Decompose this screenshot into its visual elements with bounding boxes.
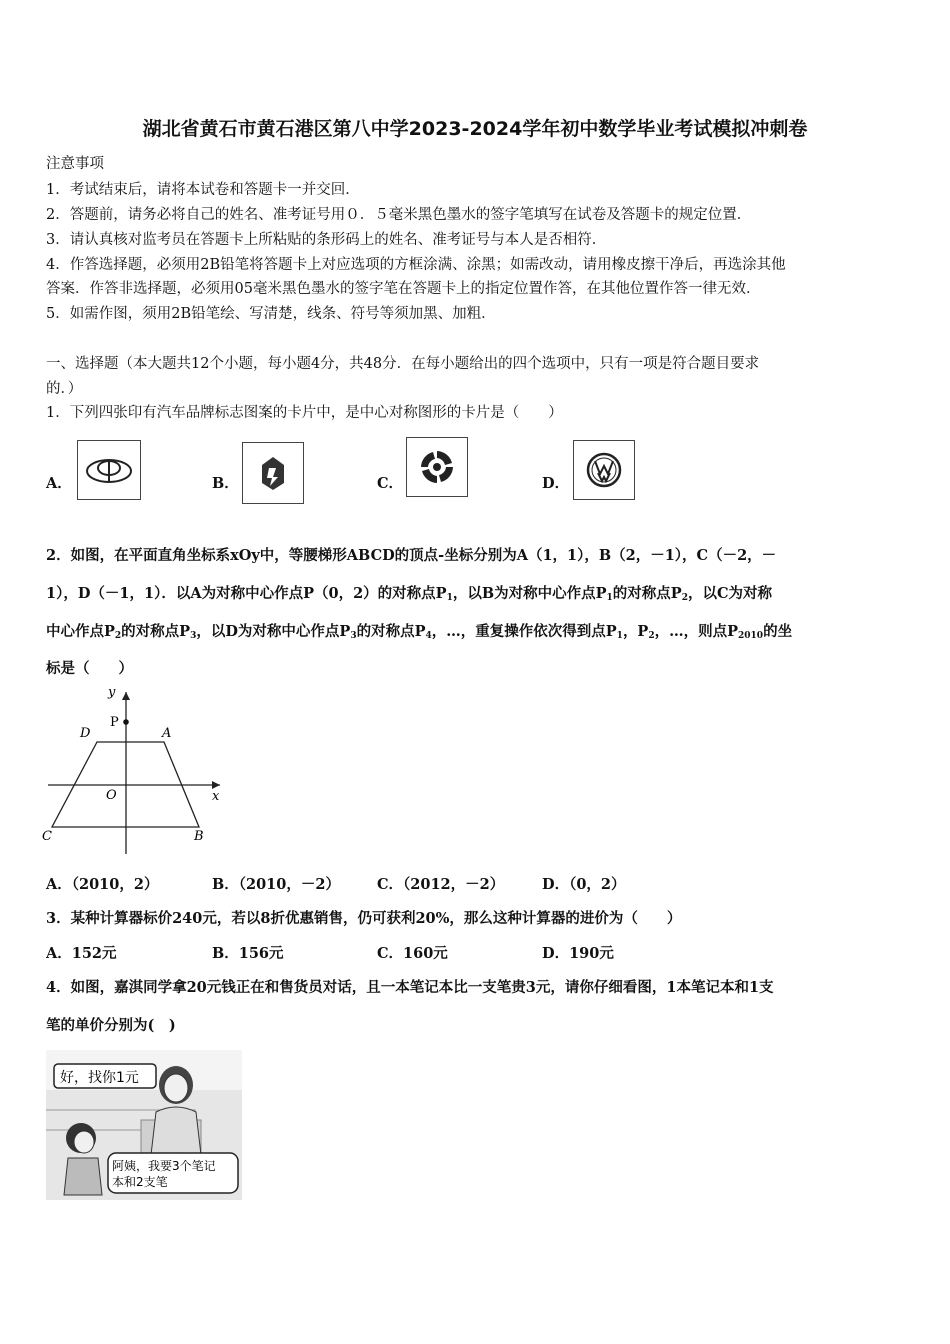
q3-option-c: C．160元 (377, 945, 448, 962)
girl-speech-text-line1: 阿姨，我要3个笔记 (112, 1159, 216, 1173)
vertex-c-label: C (42, 829, 52, 844)
vertex-b-label: B (194, 829, 204, 844)
q4-stem-line1: 4．如图，嘉淇同学拿20元钱正在和售货员对话，且一本笔记本比一支笔贵3元，请你仔细看图，1本笔记本和1支 (46, 979, 774, 996)
origin-label: O (106, 788, 117, 803)
section-heading: 一、选择题（本大题共12个小题，每小题4分，共48分．在每小题给出的四个选项中，只有一项是符合题目要求 (46, 356, 760, 372)
shopkeeper-speech-text: 好，找你1元 (60, 1070, 139, 1086)
y-axis-label: y (108, 685, 116, 700)
swirl-logo-icon (406, 437, 468, 497)
notice-item: 3．请认真核对监考员在答题卡上所粘贴的条形码上的姓名、准考证号与本人是否相符． (46, 232, 607, 248)
q3-option-d: D．190元 (542, 945, 614, 962)
volkswagen-logo-icon (573, 440, 635, 500)
notice-item: 1．考试结束后，请将本试卷和答题卡一并交回． (46, 182, 360, 198)
q2-stem-line1: 2．如图，在平面直角坐标系xOy中，等腰梯形ABCD的顶点-坐标分别为A（1，1），B（2，－1），C（－2，－ (46, 547, 777, 564)
q2-option-a: A．（2010，2） (46, 876, 159, 893)
q2-option-b: B．（2010，－2） (212, 876, 340, 893)
q1-option-a-label: A． (46, 475, 72, 492)
q1-option-d-label: D． (542, 475, 570, 492)
x-axis-arrow-icon (212, 781, 220, 789)
q2-stem-line3: 中心作点$P_2$的对称点$P_3$，以D为对称中心作点$P_3$的对称点$P_4$，…，重复操作依次得到点$P_1$，$P_2$，…，则点$P_{2010}$的坐 (46, 623, 793, 641)
q1-option-b-label: B． (212, 475, 239, 492)
q2-stem-line2: 1），D（－1，1）．以A为对称中心作点P（0，2）的对称点$P_1$，以B为对称中心作点$P_1$的对称点$P_2$，以C为对称 (46, 585, 772, 603)
lotus-logo-icon (242, 442, 304, 504)
girl-speech-text-line2: 本和2支笔 (112, 1175, 168, 1189)
vertex-a-label: A (162, 726, 172, 741)
q3-option-a: A．152元 (46, 945, 117, 962)
toyota-logo-icon (77, 440, 141, 500)
notice-item: 答案．作答非选择题，必须用05毫米黑色墨水的签字笔在答题卡上的指定位置作答，在其他位置作答一律无效． (46, 281, 761, 297)
q1-stem: 1．下列四张印有汽车品牌标志图案的卡片中，是中心对称图形的卡片是（ ） (46, 405, 563, 421)
shop-dialogue-illustration (46, 1050, 242, 1200)
vertex-d-label: D (80, 726, 91, 741)
trapezoid-figure (40, 682, 230, 857)
q3-option-b: B．156元 (212, 945, 284, 962)
notice-item: 2．答题前，请务必将自己的姓名、准考证号用０．５毫米黑色墨水的签字笔填写在试卷及答题卡的规定位置． (46, 207, 752, 223)
notice-heading: 注意事项 (46, 156, 104, 172)
page-title: 湖北省黄石市黄石港区第八中学2023-2024学年初中数学毕业考试模拟冲刺卷 (142, 118, 808, 140)
q3-stem: 3．某种计算器标价240元，若以8折优惠销售，仍可获利20%，那么这种计算器的进价为（ ） (46, 910, 682, 927)
x-axis-label: x (212, 789, 220, 804)
y-axis-arrow-icon (122, 692, 130, 700)
q1-option-c-label: C． (377, 475, 404, 492)
q2-option-c: C．（2012，－2） (377, 876, 505, 893)
section-heading-cont: 的．） (46, 381, 83, 397)
notice-item: 5．如需作图，须用2B铅笔绘、写清楚，线条、符号等须加黑、加粗． (46, 306, 496, 322)
notice-item: 4．作答选择题，必须用2B铅笔将答题卡上对应选项的方框涂满、涂黑；如需改动，请用橡皮擦干净后，再选涂其他 (46, 257, 786, 273)
q2-stem-line4: 标是（ ） (46, 660, 133, 677)
q4-stem-line2: 笔的单价分别为( ) (46, 1017, 176, 1034)
point-p-label: P (110, 715, 119, 730)
q2-option-d: D．（0，2） (542, 876, 626, 893)
point-p (123, 719, 129, 725)
